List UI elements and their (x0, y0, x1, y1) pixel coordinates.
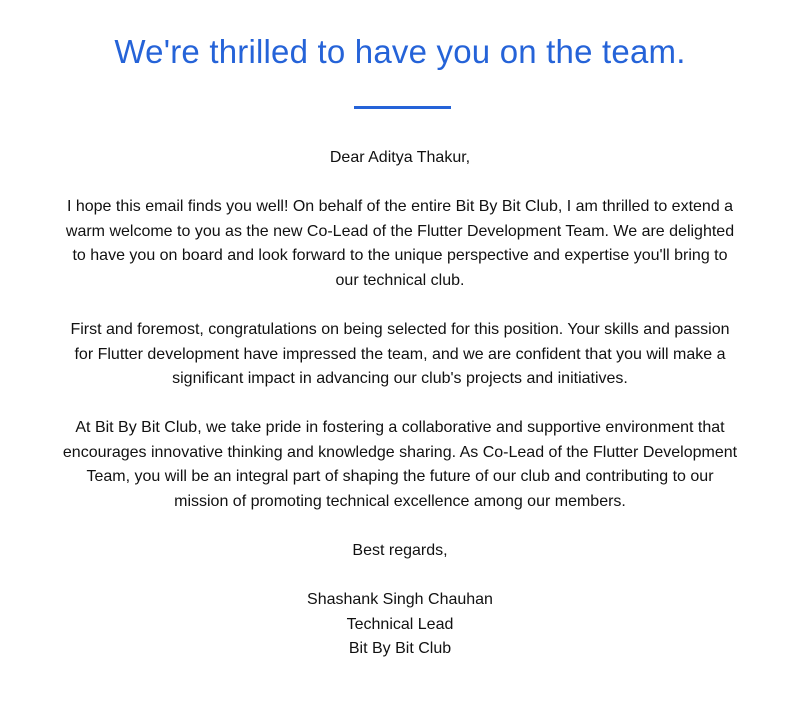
signature-organization: Bit By Bit Club (348, 640, 452, 658)
title-divider (354, 106, 451, 109)
signature (60, 588, 740, 662)
paragraph-welcome: I hope this email finds you well! On behalf of the entire Bit By Bit Club, I am thrilled to extend a warm welcome to you as the new Co-Lead of the Flutter Development Team. We are delighted to have you on board and look forward to the unique perspective and expertise you'll bring to our technical club. (65, 198, 735, 289)
greeting: Dear Aditya Thakur, (329, 149, 471, 166)
signature-name: Shashank Singh Chauhan (307, 591, 493, 609)
closing: Best regards, (352, 542, 448, 560)
paragraph-congratulations: First and foremost, congratulations on being selected for this position. Your skills and passion for Flutter development have impressed the team, and we are confident that you will make a significant impact in advancing our club's projects and initiatives. (70, 320, 730, 388)
email-title: We're thrilled to have you on the team. (114, 33, 686, 70)
email-content (60, 146, 740, 662)
paragraph-club-mission: At Bit By Bit Club, we take pride in fostering a collaborative and supportive environment that encourages innovative thinking and knowledge sharing. As Co-Lead of the Flutter Development Team, you will be an integral part of shaping the future of our club and contributing to our mission of promoting technical excellence among our members. (62, 419, 738, 511)
signature-role: Technical Lead (346, 615, 454, 633)
